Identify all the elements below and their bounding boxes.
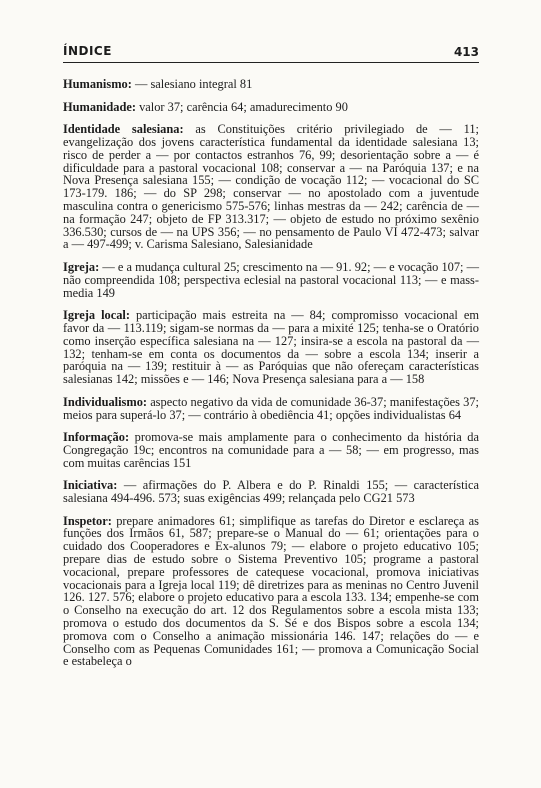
- index-entry-identidade-salesiana: [63, 123, 479, 251]
- entry-text: promova-se mais amplamente para o conhecimento da história da Congregação 19c; encontros na comunidade para a — 58; — em progresso, mas com muitas carências 151: [63, 430, 479, 470]
- entry-term: Humanidade:: [63, 99, 136, 114]
- entry-term: Humanismo:: [63, 77, 132, 91]
- header-title: ÍNDICE: [63, 44, 112, 58]
- index-body: [63, 78, 479, 678]
- page-number: 413: [453, 45, 479, 59]
- entry-text: participação mais estreita na — 84; compromisso vocacional em favor da — 113.119; sigam-se normas da — para a mixité 125; tenha-se o Oratório como inserção específica salesiana na — 127; insira-se a escola na pastoral da — 132; tenham-se em conta os documentos da — sobre a escola 134; inserir a paróquia na — 139; restituir à — as Paróquias que não ofereçam características salesianas 142; missões e — 146; Nova Presença salesiana para a — 158: [63, 308, 479, 387]
- entry-text: — e a mudança cultural 25; crescimento na — 91. 92; — e vocação 107; — não compreendida 108; perspectiva eclesial na pastoral vocacional 113; — e mass-media 149: [63, 259, 479, 300]
- entry-term: Identidade salesiana:: [63, 122, 184, 137]
- entry-term: Iniciativa:: [63, 478, 118, 493]
- entry-term: Inspetor:: [63, 513, 112, 528]
- entry-text: — afirmações do P. Albera e do P. Rinaldi 155; — característica salesiana 494-496. 573; suas exigências 499; relançada pelo CG21 573: [63, 478, 479, 506]
- index-entry-igreja: [63, 261, 479, 299]
- index-entry-iniciativa: [63, 479, 479, 505]
- entry-text: — salesiano integral 81: [134, 77, 253, 91]
- entry-text: prepare animadores 61; simplifique as tarefas do Diretor e esclareça as funções dos Irmãos 61, 587; prepare-se o Manual do — 61; orientações para o cuidado dos Cooperadores e Ex-alunos 79; — elabore o projeto educativo 105; prepare dias de estudo sobre o Sistema Preventivo 105; programe a pastoral vocacional, prepare professores de catequese vocacional, promova iniciativas vocacionais para a Igreja local 119; dê diretrizes para as meninas no Centro Juvenil 126. 127. 576; elabore o projeto educativo para a escola 133. 134; empenhe-se com o Conselho na execução do art. 12 dos Regulamentos sobre a escola mista 133; promova o estudo dos documentos da S. Sé e dos Bispos sobre a escola 134; promova com o Conselho a animação missionária 146. 147; relações do — e Conselho com as Pequenas Comunidades 161; — promova a Comunicação Social e estabeleça o: [63, 513, 479, 669]
- index-entry-humanismo: [63, 78, 479, 91]
- entry-text: aspecto negativo da vida de comunidade 36-37; manifestações 37; meios para superá-lo 37; — contrário à obediência 41; opções individualistas 64: [63, 394, 479, 422]
- index-entry-informacao: [63, 431, 479, 469]
- entry-text: as Constituições critério privilegiado de — 11; evangelização dos jovens característica fundamental da identidade salesiana 13; risco de perder a — por contactos estranhos 76, 99; desorientação sobre a — é dificuldade para a pastoral vocacional 108; conservar a — na Paróquia 137; e na Nova Presença salesiana 155; — condição de vocação 112; — vocacional do SC 173-179. 186; — do SP 298; conservar — no apostolado com a juventude masculina contra o genericismo 575-576; linhas mestras da — 242; carência de — na formação 247; objeto de FP 313.317; — objeto de estudo no próximo sexênio 336.530; cursos de — na UPS 356; — no pensamento de Paulo VI 472-473; salvar a — 497-499; v. Carisma Salesiano, Salesianidade: [63, 122, 479, 252]
- index-entry-igreja-local: [63, 309, 479, 386]
- entry-term: Igreja:: [63, 259, 100, 274]
- entry-term: Individualismo:: [63, 394, 148, 409]
- index-entry-individualismo: [63, 396, 479, 422]
- entry-term: Igreja local:: [63, 308, 130, 323]
- entry-term: Informação:: [63, 430, 130, 445]
- entry-text: valor 37; carência 64; amadurecimento 90: [139, 99, 348, 114]
- index-entry-humanidade: [63, 101, 479, 114]
- running-header: [63, 44, 479, 63]
- index-entry-inspetor: [63, 515, 479, 669]
